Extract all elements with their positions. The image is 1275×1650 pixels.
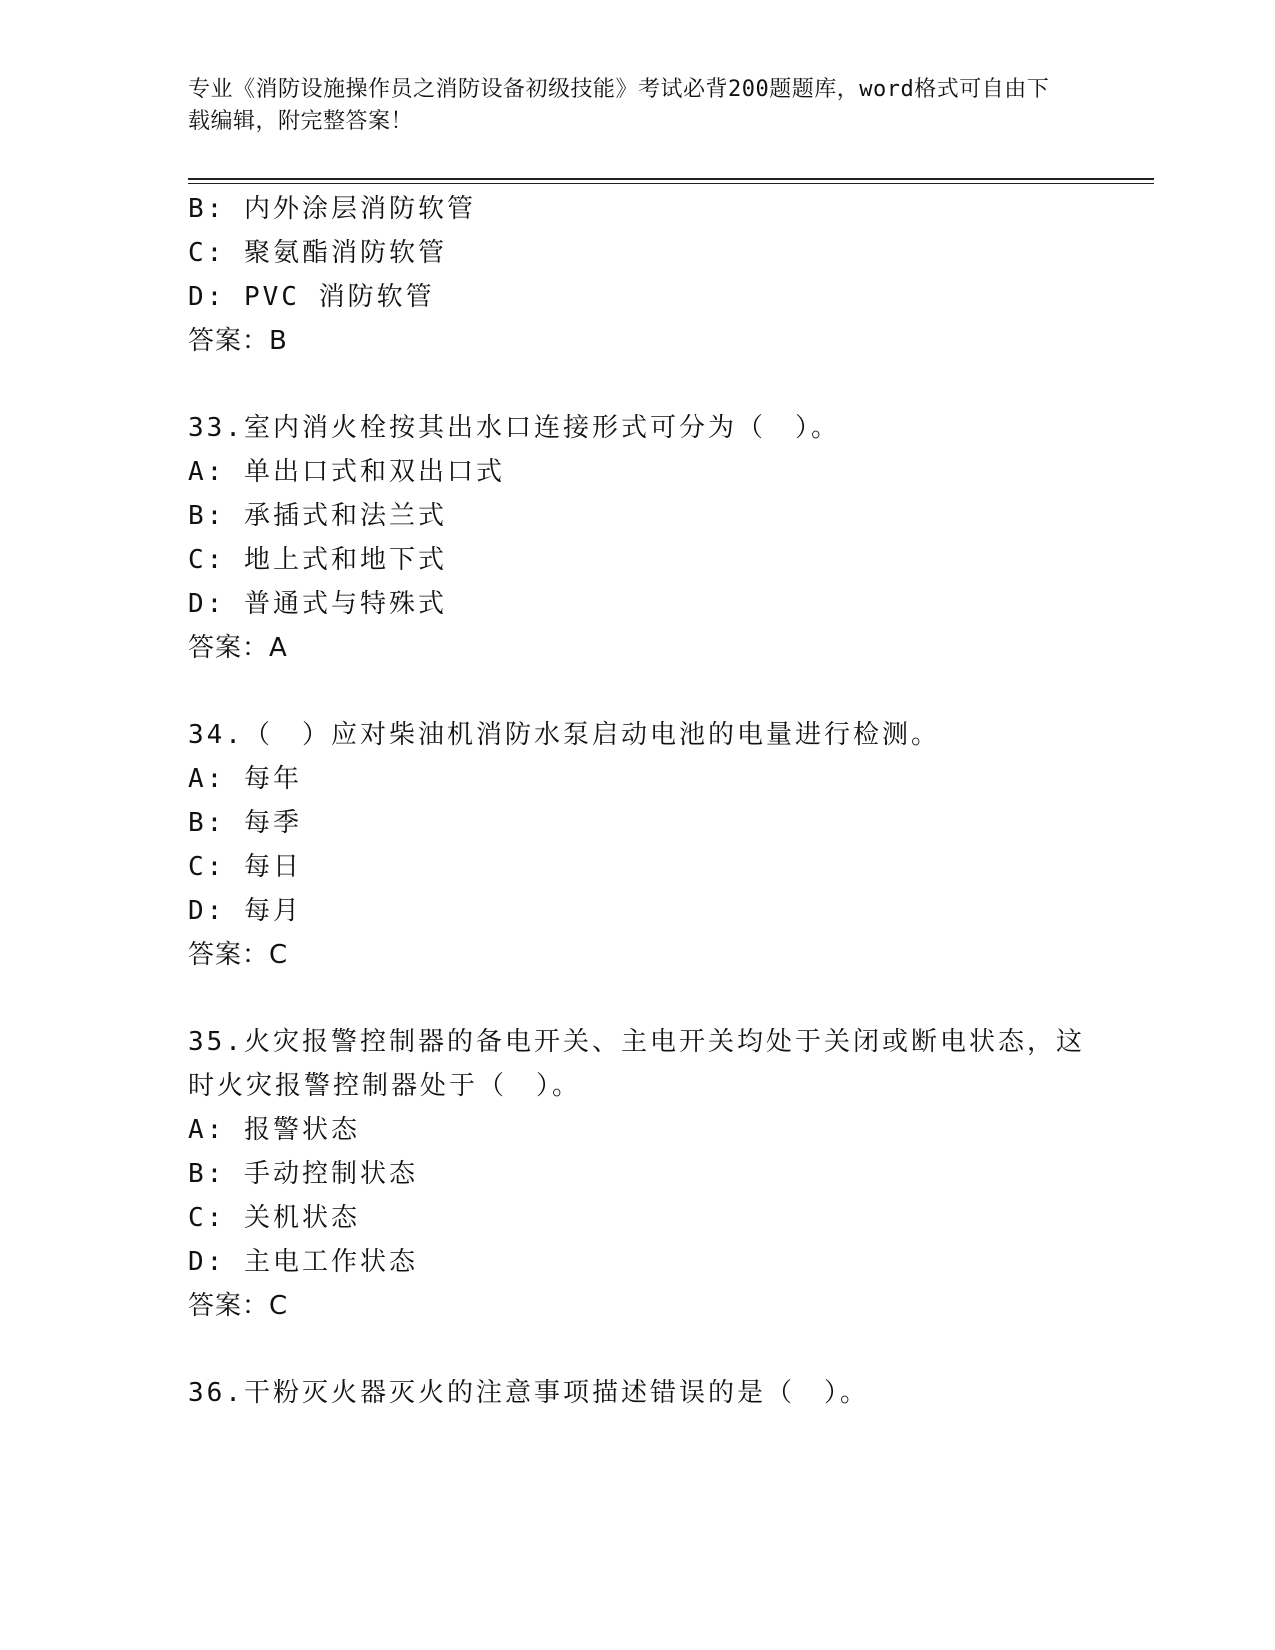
q34-answer: 答案：C [188,940,289,970]
q35-option-b: B: 手动控制状态 [188,1159,418,1189]
q34-option-b: B: 每季 [188,808,302,838]
q32-answer: 答案：B [188,326,288,356]
q35-answer: 答案：C [188,1291,289,1321]
q34-option-d: D: 每月 [188,896,302,926]
q33-answer: 答案：A [188,633,288,663]
q35-stem-line-1: 35.火灾报警控制器的备电开关、主电开关均处于关闭或断电状态，这 [188,1027,1085,1057]
q32-option-c: C: 聚氨酯消防软管 [188,238,447,268]
header-divider-thin [188,183,1154,184]
document-header: 专业《消防设施操作员之消防设备初级技能》考试必背200题题库，word格式可自由下载编辑，附完整答案！ [188,77,1050,134]
q34-option-a: A: 每年 [188,764,302,794]
q35-stem-line-2: 时火灾报警控制器处于（ ）。 [188,1071,582,1101]
q33-option-a: A: 单出口式和双出口式 [188,457,505,487]
q34-option-c: C: 每日 [188,852,302,882]
q32-option-d: D: PVC 消防软管 [188,282,435,312]
q35-option-a: A: 报警状态 [188,1115,360,1145]
q33-option-d: D: 普通式与特殊式 [188,589,447,619]
q33-option-b: B: 承插式和法兰式 [188,501,447,531]
q36-stem: 36.干粉灭火器灭火的注意事项描述错误的是（ ）。 [188,1378,869,1408]
q33-stem: 33.室内消火栓按其出水口连接形式可分为（ ）。 [188,413,840,443]
q34-stem: 34.（ ）应对柴油机消防水泵启动电池的电量进行检测。 [188,720,940,750]
q33-option-c: C: 地上式和地下式 [188,545,447,575]
q35-option-c: C: 关机状态 [188,1203,360,1233]
q35-option-d: D: 主电工作状态 [188,1247,418,1277]
header-divider-thick [188,178,1154,180]
q32-option-b: B: 内外涂层消防软管 [188,194,476,224]
